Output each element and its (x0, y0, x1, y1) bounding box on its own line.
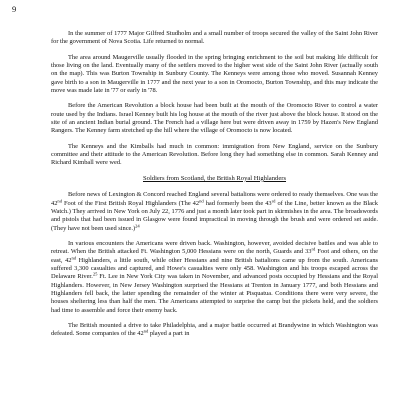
paragraph (51, 240, 378, 315)
paragraph (51, 322, 378, 339)
text-run: of the Line, better known as the Black Watch.) They arrived in New York on July 22, 1776 and just a month later took part in skirmishes in the area. The broadswords and pistols that had been issued in Glasgow were found impractical in moving through the brush and were ordered set aside. (They have not been used since.) (51, 199, 378, 232)
superscript: nd (71, 255, 77, 261)
text-run: In various encounters the Americans were driven back. Washington, however, avoided decisive battles and was able to retreat. When the British attacked Ft. Washington 5,000 Hessians were on the north, Guards and 33 (51, 239, 378, 256)
superscript: nd (57, 198, 62, 203)
document-body (51, 30, 378, 346)
text-run: Foot and others, on the east, 42 (51, 248, 378, 264)
superscript: nd (199, 198, 204, 203)
superscript: nd (143, 328, 149, 334)
superscript: 25 (92, 271, 98, 277)
text-run: The area around Maugerville usually flooded in the spring bringing enrichment to the soil but making life difficult for those living on the land. Eventually many of the settlers moved to the higher west side of the Saint John River (actually south on the map). This was Burton Township in Sunbury County. The Kenneys were among those who moved. Susannah Kenney gave birth to a son in Maugerville in 1777 and the next year to a son in Oromocto, Burton Township, and this may indicate the move was made late in '77 or early in '78. (51, 53, 378, 95)
text-run: In the summer of 1777 Major Gilfred Studholm and a small number of troops secured the valley of the Saint John River for the government of Nova Scotia. Life returned to normal. (51, 30, 378, 46)
section-heading-text: Soldiers from Scotland, the British Royal Highlanders (142, 174, 287, 182)
text-run: Before the American Revolution a block house had been built at the mouth of the Oromocto River to control a water route used by the Indians. Israel Kenney built his log house at the mouth of the river just above the block house. It stood on the site of an ancient Indian burial ground. The French had a village here but were driven away in 1759 by Hazen's New England Rangers. The Kenney farm stretched up the hill where the village of Oromocto is now located. (51, 102, 378, 135)
text-run: had formerly been the 43 (203, 199, 272, 207)
paragraph (51, 54, 378, 96)
page-number: 9 (12, 4, 17, 14)
text-run: Foot of the First British Royal Highlanders (The 42 (61, 199, 200, 207)
paragraph (51, 143, 378, 168)
text-run: Highlanders, a little south, while other Hessians and nine British battalions came up from the south. Americans suffered 3,300 casualties and captured, and Howe's casualties were only 458. Washington and his troops escaped across the Delaware River. (51, 256, 378, 281)
superscript: rd (271, 198, 276, 203)
text-run: played a part in (148, 330, 190, 338)
paragraph (51, 30, 378, 47)
paragraph (51, 102, 378, 135)
superscript: 24 (135, 223, 140, 229)
section-heading (51, 175, 378, 183)
paragraph (51, 191, 378, 233)
text-run: The Kenneys and the Kimballs had much in common: immigration from New England, service on the Sunbury committee and their attitude to the American Revolution. Before long they had something else in common. Sarah Kenney and Richard Kimball were wed. (51, 142, 378, 167)
text-run: The British mounted a drive to take Philadelphia, and a major battle occurred at Brandywine in which Washington was defeated. Some companies of the 42 (51, 321, 378, 338)
superscript: rd (311, 246, 316, 252)
text-run: Ft. Lee in New York City was taken in November, and advanced posts occupied by Hessians and the Royal Highlanders. However, in New Jersey Washington surprised the Hessians at Trenton in January 1777, and both Hessians and Highlanders fell back, the latter spending the remainder of the winter at Pisquatua. Conditions there were very severe, the houses sheltering less than half the men. The Americans attempted to surprise the camp but the pickets held, and the soldiers had time to assemble and force their enemy back. (51, 273, 378, 314)
text-run: Before news of Lexington & Concord reached England several battalions were ordered to ready themselves. One was the 42 (51, 191, 378, 207)
